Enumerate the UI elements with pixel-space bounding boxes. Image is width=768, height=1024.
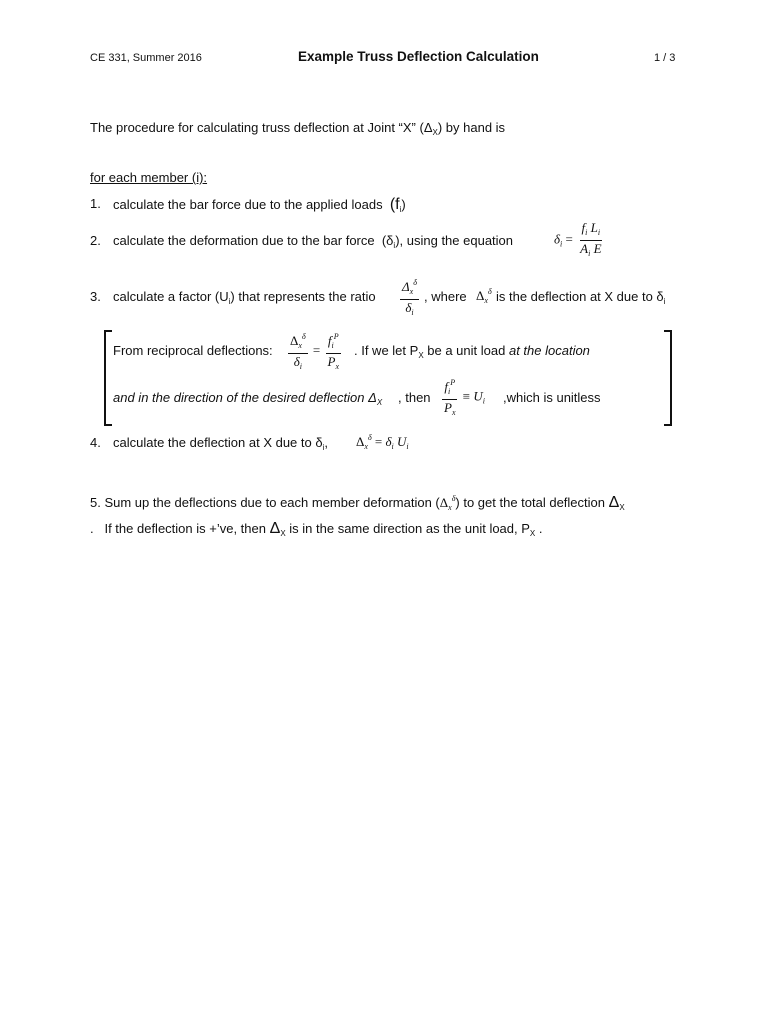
left-bracket <box>104 330 112 426</box>
step-3-where: , where <box>424 289 467 304</box>
unitless-text: ,which is unitless <box>503 390 601 405</box>
page-number: 1 / 3 <box>654 52 676 64</box>
deflection-equation: $\Delta_x^\delta = \delta_i$ $U_i$ <box>356 433 409 451</box>
step-2-text: calculate the deformation due to the bar force $(\delta_i)$, using the equation <box>113 233 514 250</box>
step-3-number: 3. <box>90 289 101 304</box>
document-title: Example Truss Deflection Calculation <box>298 49 539 64</box>
reciprocal-equation: $\frac{\Delta_x^\delta}{\delta_i}$ = $\frac{f_i^P}{P_x}$ <box>286 329 343 374</box>
step-3-text: calculate a factor $(U_i)$ that represents the ratio <box>113 289 376 306</box>
step-3-tail: is the deflection at X due to $\delta_i$ <box>496 289 666 306</box>
reciprocal-label: From reciprocal deflections: <box>113 343 273 358</box>
course-label: CE 331, Summer 2016 <box>90 52 202 64</box>
right-bracket <box>664 330 672 426</box>
step-5-text: 5. Sum up the deflections due to each member deformation $(\Delta_x^\delta)$ to get the total deflection $\Delta_X$ <box>90 494 625 512</box>
unit-factor-equation: $\frac{f_i^P}{P_x}$ ≡ $U_i$ <box>440 375 485 420</box>
unit-load-text: . If we let $P_X$ be a unit load at the location <box>354 343 590 360</box>
step-2-number: 2. <box>90 233 101 248</box>
step-4-text: calculate the deflection at X due to $\delta_i$, <box>113 435 328 452</box>
then-text: , then <box>398 390 431 405</box>
deformation-equation: $\delta_i$ = $\frac{f_i L_i}{A_i E}$ <box>554 220 602 258</box>
step-1-number: 1. <box>90 196 101 211</box>
intro-text: The procedure for calculating truss deflection at Joint “X” $(\Delta_X)$ by hand is <box>90 120 506 137</box>
member-subheading: for each member (i): <box>90 170 208 185</box>
direction-text: and in the direction of the desired deflection $\Delta_X$ <box>113 390 383 407</box>
step-1-text: calculate the bar force due to the applied loads $(f_i)$ <box>113 196 406 214</box>
step-4-number: 4. <box>90 435 101 450</box>
delta-x-symbol: $\Delta_x^\delta$ <box>476 287 492 305</box>
ratio-fraction: $\frac{\Delta_x^\delta}{\delta_i}$ <box>398 275 421 320</box>
step-5-note: . If the deflection is +’ve, then $\Delta_X$ is in the same direction as the unit load, $P_X$ . <box>90 520 543 538</box>
